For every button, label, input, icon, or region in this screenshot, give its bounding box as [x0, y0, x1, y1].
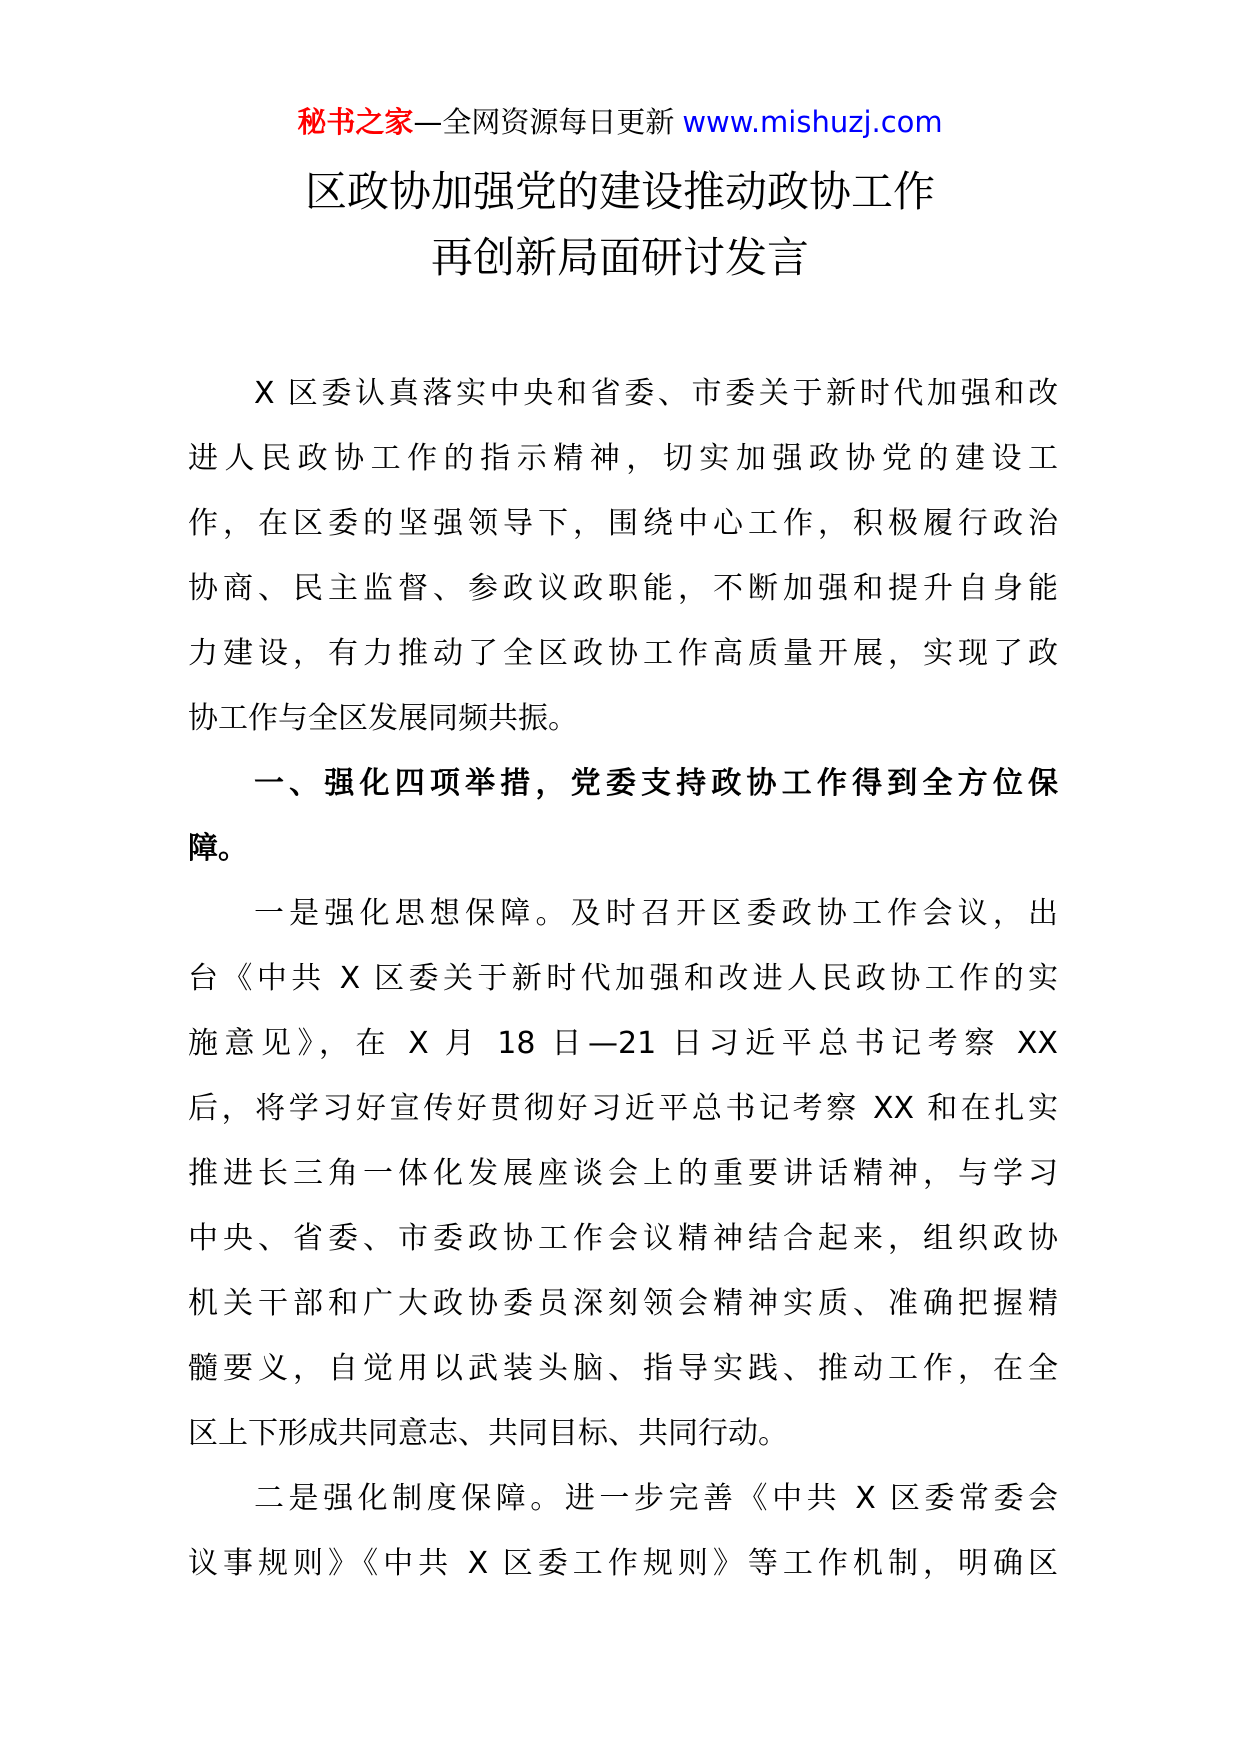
site-tagline: —全网资源每日更新 [413, 105, 675, 139]
document-title-line-2: 再创新局面研讨发言 [430, 233, 809, 282]
body-line: 协工作与全区发展同频共振。 [188, 701, 578, 736]
body-line: 作，在区委的坚强领导下，围绕中心工作，积极履行政治 [188, 506, 1058, 541]
body-line: X 区委认真落实中央和省委、市委关于新时代加强和改 [254, 376, 1058, 411]
site-url-link[interactable]: www.mishuzj.com [682, 105, 943, 139]
body-line: 区上下形成共同意志、共同目标、共同行动。 [188, 1416, 788, 1451]
body-line: 后，将学习好宣传好贯彻好习近平总书记考察 XX 和在扎实 [188, 1091, 1058, 1126]
document-body [188, 361, 1058, 1596]
body-line: 二是强化制度保障。进一步完善《中共 X 区委常委会 [254, 1481, 1058, 1516]
body-line: 协商、民主监督、参政议政职能，不断加强和提升自身能 [188, 571, 1058, 606]
body-line: 机关干部和广大政协委员深刻领会精神实质、准确把握精 [188, 1286, 1058, 1321]
body-line: 施意见》，在 X 月 18 日—21 日习近平总书记考察 XX [188, 1026, 1058, 1061]
body-line: 进人民政协工作的指示精神，切实加强政协党的建设工 [188, 441, 1058, 476]
body-line: 推进长三角一体化发展座谈会上的重要讲话精神，与学习 [188, 1156, 1058, 1191]
section-heading-line: 一、强化四项举措，党委支持政协工作得到全方位保 [254, 766, 1058, 801]
body-line: 髓要义，自觉用以武装头脑、指导实践、推动工作，在全 [188, 1351, 1058, 1386]
document-title-line-1: 区政协加强党的建设推动政协工作 [304, 167, 935, 216]
body-line: 中央、省委、市委政协工作会议精神结合起来，组织政协 [188, 1221, 1058, 1256]
body-line: 一是强化思想保障。及时召开区委政协工作会议，出 [254, 896, 1058, 931]
body-line: 力建设，有力推动了全区政协工作高质量开展，实现了政 [188, 636, 1058, 671]
body-line: 台《中共 X 区委关于新时代加强和改进人民政协工作的实 [188, 961, 1058, 996]
site-brand: 秘书之家 [297, 105, 414, 139]
site-header [0, 102, 1240, 142]
body-line: 议事规则》《中共 X 区委工作规则》等工作机制，明确区 [188, 1546, 1058, 1581]
section-heading-line: 障。 [188, 831, 248, 866]
